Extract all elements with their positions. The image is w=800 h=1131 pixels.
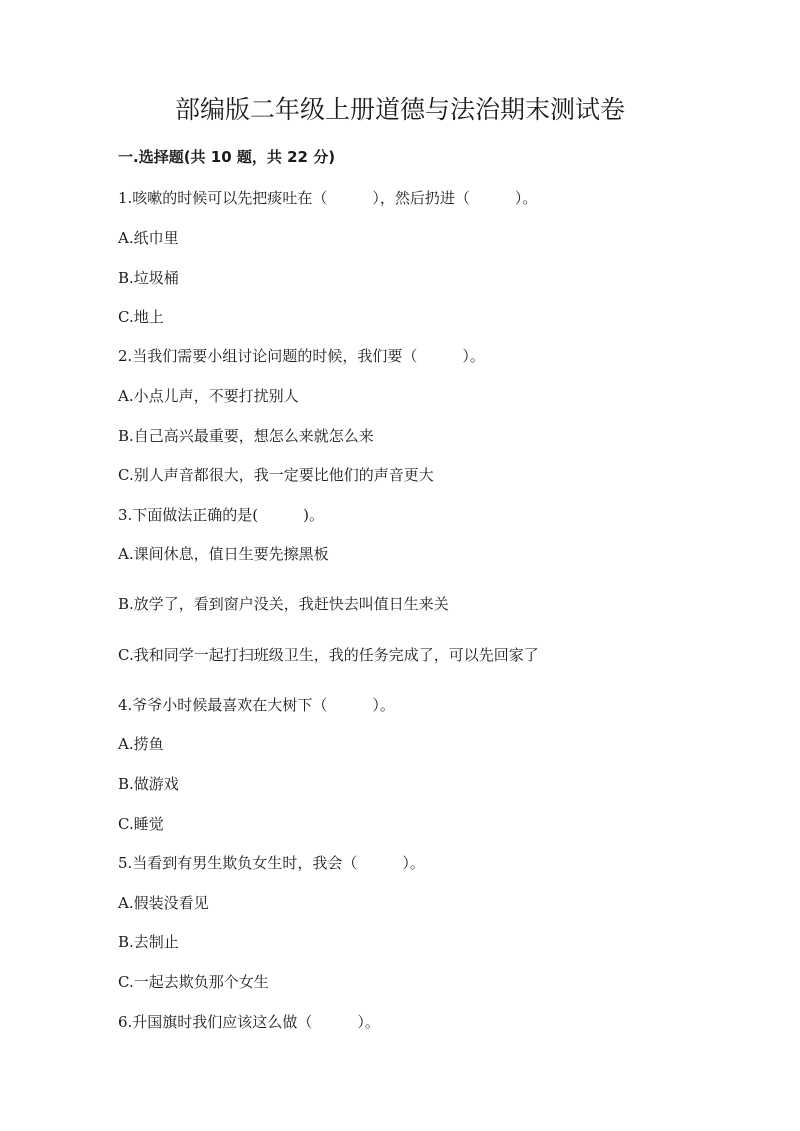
question-2-stem: 2.当我们需要小组讨论问题的时候，我们要（ ）。 (118, 347, 485, 365)
question-4-option-c: C.睡觉 (118, 815, 164, 833)
question-5-stem: 5.当看到有男生欺负女生时，我会（ ）。 (118, 854, 425, 872)
question-2-option-b: B.自己高兴最重要，想怎么来就怎么来 (118, 427, 374, 445)
section-heading: 一.选择题(共 10 题，共 22 分) (118, 148, 336, 166)
question-3-option-c: C.我和同学一起打扫班级卫生，我的任务完成了，可以先回家了 (118, 646, 539, 664)
question-4-option-b: B.做游戏 (118, 775, 179, 793)
question-4-option-a: A.捞鱼 (118, 735, 164, 753)
question-3-option-b: B.放学了，看到窗户没关，我赶快去叫值日生来关 (118, 595, 449, 613)
question-5-option-c: C.一起去欺负那个女生 (118, 973, 269, 991)
question-5-option-b: B.去制止 (118, 933, 179, 951)
question-1-option-a: A.纸巾里 (118, 229, 179, 247)
page-title: 部编版二年级上册道德与法治期末测试卷 (174, 95, 625, 124)
question-5-option-a: A.假装没看见 (118, 894, 209, 912)
question-2-option-a: A.小点儿声，不要打扰别人 (118, 387, 299, 405)
question-4-stem: 4.爷爷小时候最喜欢在大树下（ ）。 (118, 696, 395, 714)
question-1-option-c: C.地上 (118, 308, 164, 326)
question-2-option-c: C.别人声音都很大，我一定要比他们的声音更大 (118, 466, 434, 484)
question-6-stem: 6.升国旗时我们应该这么做（ ）。 (118, 1013, 380, 1031)
question-3-stem: 3.下面做法正确的是( )。 (118, 506, 325, 524)
question-1-stem: 1.咳嗽的时候可以先把痰吐在（ ），然后扔进（ ）。 (118, 189, 538, 207)
question-1-option-b: B.垃圾桶 (118, 269, 179, 287)
question-3-option-a: A.课间休息，值日生要先擦黑板 (118, 545, 329, 563)
